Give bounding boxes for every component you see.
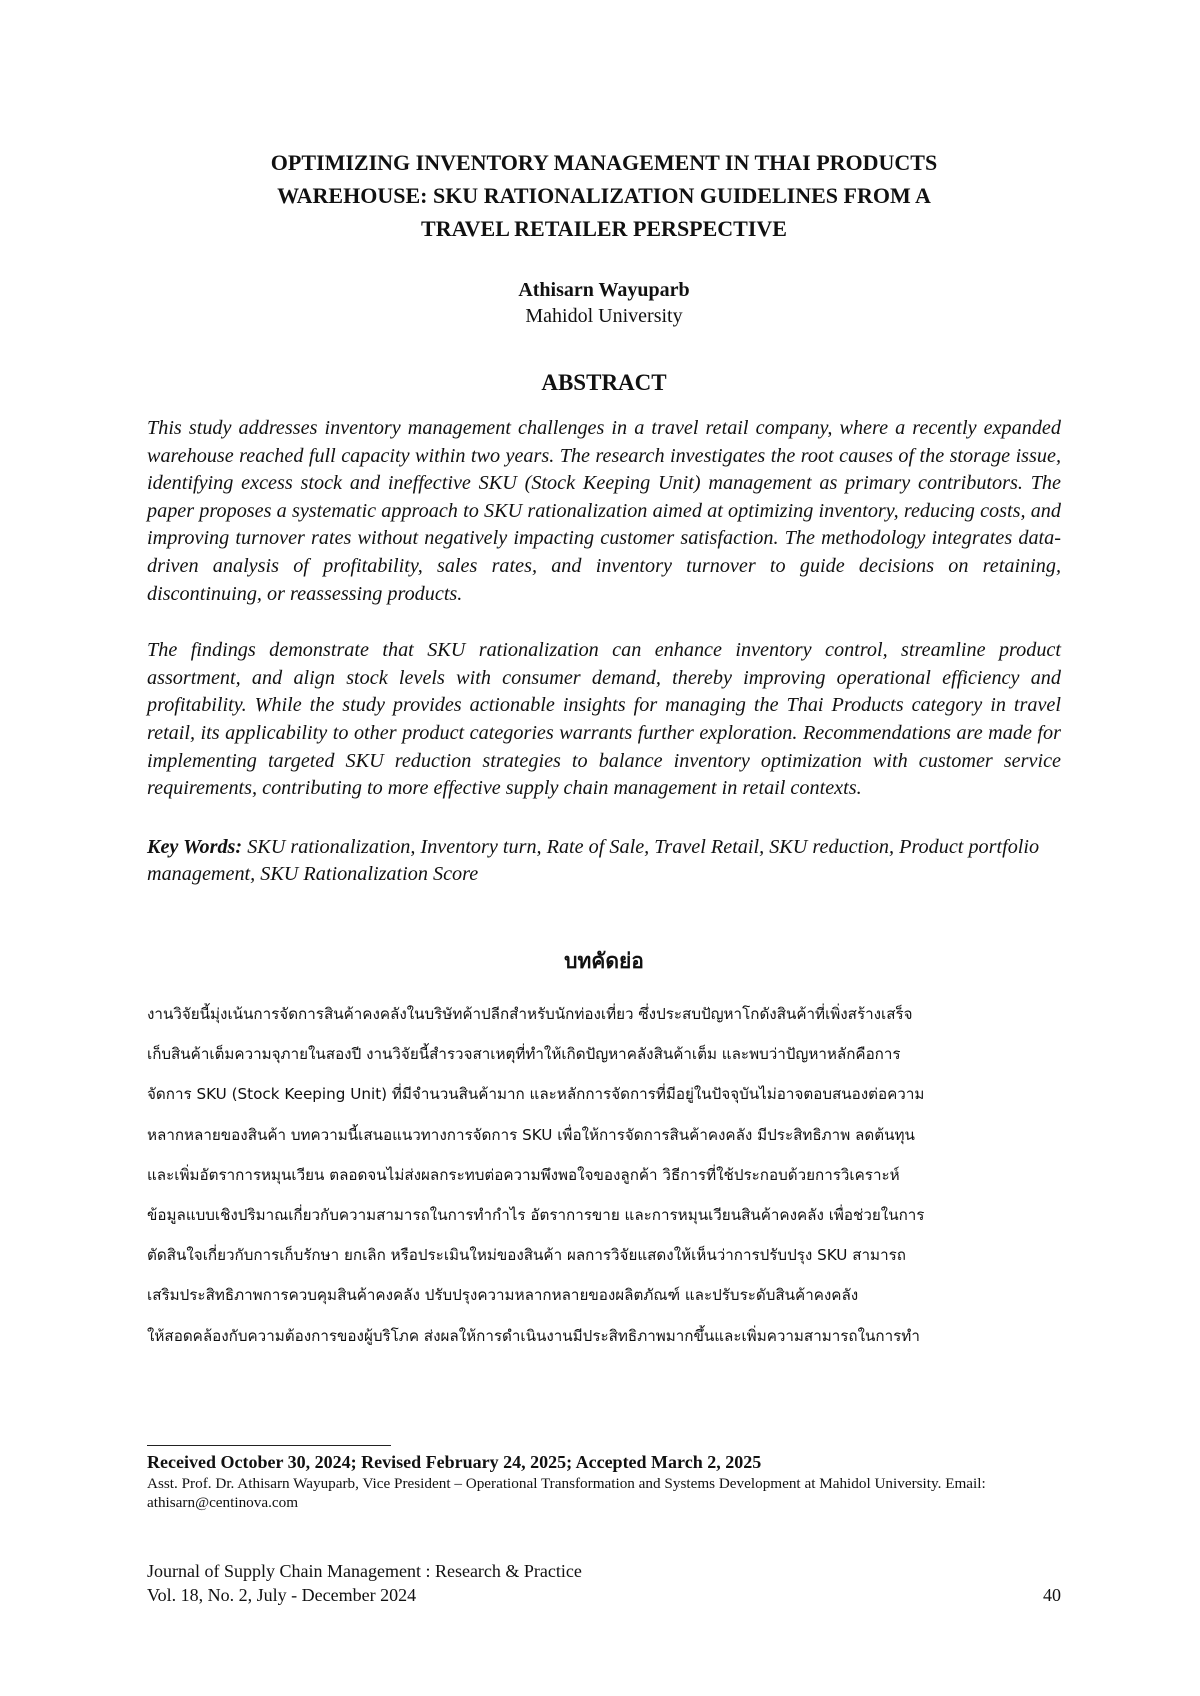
thai-line: เก็บสินค้าเต็มความจุภายในสองปี งานวิจัยนี้สำรวจสาเหตุที่ทำให้เกิดปัญหาคลังสินค้าเต็ม และพบว่าปัญหาหลักคือการ [147, 1045, 901, 1064]
title-line: TRAVEL RETAILER PERSPECTIVE [421, 216, 787, 241]
abstract-heading: ABSTRACT [541, 370, 667, 395]
thai-line: เสริมประสิทธิภาพการควบคุมสินค้าคงคลัง ปรับปรุงความหลากหลายของผลิตภัณฑ์ และปรับระดับสินค้าคงคลัง [147, 1286, 859, 1305]
keywords-text: SKU rationalization, Inventory turn, Rate of Sale, Travel Retail, SKU reduction, Product portfolio management, SKU Rationalization Score [147, 835, 1040, 886]
thai-line: งานวิจัยนี้มุ่งเน้นการจัดการสินค้าคงคลังในบริษัทค้าปลีกสำหรับนักท่องเที่ยว ซึ่งประสบปัญหาโกดังสินค้าที่เพิ่งสร้างเสร็จ [147, 1004, 913, 1023]
abstract-paragraph-2: The findings demonstrate that SKU rationalization can enhance inventory control, streamline product assortment, and align stock levels with consumer demand, thereby improving operational efficiency and profitability. While the study provides actionable insights for managing the Thai Products category in travel retail, its applicability to other product categories warrants further exploration. Recommendations are made for implementing targeted SKU reduction strategies to balance inventory optimization with customer service requirements, contributing to more effective supply chain management in retail contexts. [147, 639, 1061, 800]
thai-abstract-body [147, 994, 1061, 1356]
title-line: WAREHOUSE: SKU RATIONALIZATION GUIDELINES FROM A [277, 183, 931, 208]
received-dates: Received October 30, 2024; Revised February 24, 2025; Accepted March 2, 2025 [147, 1452, 762, 1472]
journal-name: Journal of Supply Chain Management : Research & Practice [147, 1561, 582, 1581]
footnote-rule [147, 1445, 391, 1446]
thai-line: หลากหลายของสินค้า บทความนี้เสนอแนวทางการจัดการ SKU เพื่อให้การจัดการสินค้าคงคลัง มีประสิทธิภาพ ลดต้นทุน [147, 1125, 915, 1144]
author-name: Athisarn Wayuparb [518, 279, 690, 301]
title-line: OPTIMIZING INVENTORY MANAGEMENT IN THAI PRODUCTS [270, 150, 938, 175]
thai-abstract-heading: บทคัดย่อ [564, 948, 644, 973]
thai-line: ให้สอดคล้องกับความต้องการของผู้บริโภค ส่งผลให้การดำเนินงานมีประสิทธิภาพมากขึ้นและเพิ่มความสามารถในการทำ [147, 1326, 920, 1345]
journal-footer [147, 1559, 1061, 1607]
journal-volume: Vol. 18, No. 2, July - December 2024 [147, 1585, 417, 1605]
author-footnote: Asst. Prof. Dr. Athisarn Wayuparb, Vice President – Operational Transformation and Systems Development at Mahidol University. Email: athisarn@centinova.com [147, 1475, 986, 1511]
thai-line: ข้อมูลแบบเชิงปริมาณเกี่ยวกับความสามารถในการทำกำไร อัตราการขาย และการหมุนเวียนสินค้าคงคลัง เพื่อช่วยในการ [147, 1205, 925, 1224]
paper-title [147, 146, 1061, 245]
keywords [147, 834, 1061, 889]
thai-line: ตัดสินใจเกี่ยวกับการเก็บรักษา ยกเลิก หรือประเมินใหม่ของสินค้า ผลการวิจัยแสดงให้เห็นว่าการปรับปรุง SKU สามารถ [147, 1246, 906, 1265]
page-number: 40 [1043, 1585, 1061, 1605]
author-affiliation: Mahidol University [525, 305, 683, 327]
keywords-label: Key Words: [147, 835, 243, 858]
paper-page [147, 146, 1061, 1356]
author-block [147, 277, 1061, 329]
abstract-section [147, 369, 1061, 803]
thai-line: และเพิ่มอัตราการหมุนเวียน ตลอดจนไม่ส่งผลกระทบต่อความพึงพอใจของลูกค้า วิธีการที่ใช้ประกอบด้วยการวิเคราะห์ [147, 1165, 900, 1184]
thai-line: จัดการ SKU (Stock Keeping Unit) ที่มีจำนวนสินค้ามาก และหลักการจัดการที่มีอยู่ในปัจจุบันไม่อาจตอบสนองต่อความ [147, 1085, 925, 1104]
abstract-paragraph-1: This study addresses inventory management challenges in a travel retail company, where a recently expanded warehouse reached full capacity within two years. The research investigates the root causes of the storage issue, identifying excess stock and ineffective SKU (Stock Keeping Unit) management as primary contributors. The paper proposes a systematic approach to SKU rationalization aimed at optimizing inventory, reducing costs, and improving turnover rates without negatively impacting customer satisfaction. The methodology integrates data-driven analysis of profitability, sales rates, and inventory turnover to guide decisions on retaining, discontinuing, or reassessing products. [147, 417, 1061, 605]
footnote [147, 1445, 1061, 1512]
